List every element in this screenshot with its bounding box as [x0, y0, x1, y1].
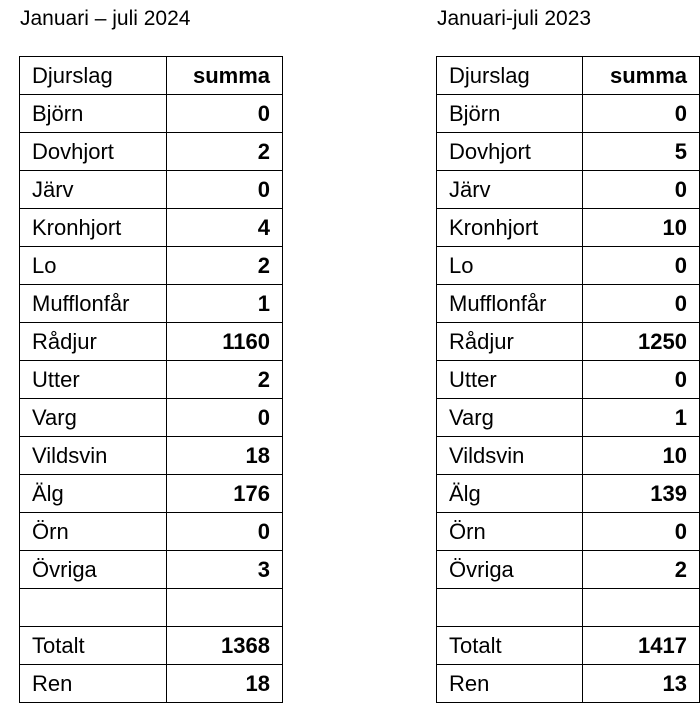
table-row [20, 95, 283, 133]
sum-cell: 18 [167, 437, 283, 475]
table-row [20, 209, 283, 247]
table-row [437, 665, 700, 703]
species-cell: Örn [437, 513, 583, 551]
table-row [437, 399, 700, 437]
table-title-2024: Januari – juli 2024 [20, 7, 191, 30]
species-cell: Vildsvin [437, 437, 583, 475]
sum-cell [583, 589, 700, 627]
species-cell: Utter [437, 361, 583, 399]
species-cell: Kronhjort [437, 209, 583, 247]
sum-cell: 13 [583, 665, 700, 703]
table-row [20, 399, 283, 437]
table-row [437, 171, 700, 209]
species-cell: Mufflonfår [20, 285, 167, 323]
table-header-row [20, 57, 283, 95]
table-row [20, 323, 283, 361]
column-header-sum: summa [167, 57, 283, 95]
table-block-2024 [19, 0, 283, 703]
table-row [437, 361, 700, 399]
species-cell: Vildsvin [20, 437, 167, 475]
species-cell: Ren [437, 665, 583, 703]
species-cell [437, 589, 583, 627]
species-cell: Lo [437, 247, 583, 285]
species-cell: Övriga [437, 551, 583, 589]
species-cell: Totalt [20, 627, 167, 665]
sum-cell: 18 [167, 665, 283, 703]
species-cell: Utter [20, 361, 167, 399]
table-row [437, 513, 700, 551]
sum-cell: 176 [167, 475, 283, 513]
table-row [20, 627, 283, 665]
species-cell: Rådjur [437, 323, 583, 361]
table-block-2023 [436, 0, 700, 703]
table-body-2024 [20, 95, 283, 703]
sum-cell: 2 [167, 133, 283, 171]
species-cell: Rådjur [20, 323, 167, 361]
sum-cell: 0 [167, 513, 283, 551]
table-row [20, 665, 283, 703]
species-cell: Varg [20, 399, 167, 437]
sum-cell: 0 [167, 399, 283, 437]
sum-cell: 3 [167, 551, 283, 589]
table-row [437, 247, 700, 285]
species-cell: Dovhjort [20, 133, 167, 171]
sum-cell: 0 [583, 171, 700, 209]
species-cell: Järv [20, 171, 167, 209]
table-header-row [437, 57, 700, 95]
species-cell: Björn [20, 95, 167, 133]
sum-cell: 0 [583, 361, 700, 399]
table-row [20, 475, 283, 513]
species-cell: Älg [20, 475, 167, 513]
table-row [20, 551, 283, 589]
table-row [437, 475, 700, 513]
species-cell: Älg [437, 475, 583, 513]
sum-cell: 2 [167, 361, 283, 399]
table-row [437, 323, 700, 361]
sum-cell: 0 [583, 247, 700, 285]
table-row [437, 285, 700, 323]
species-cell: Varg [437, 399, 583, 437]
table-row [20, 171, 283, 209]
species-cell: Totalt [437, 627, 583, 665]
species-cell: Mufflonfår [437, 285, 583, 323]
sum-cell: 0 [583, 95, 700, 133]
table-row [20, 361, 283, 399]
sum-cell: 1 [167, 285, 283, 323]
table-row [20, 247, 283, 285]
sum-cell: 1250 [583, 323, 700, 361]
column-header-sum: summa [583, 57, 700, 95]
table-row [437, 551, 700, 589]
sum-cell: 10 [583, 437, 700, 475]
table-row [437, 95, 700, 133]
table-row [437, 437, 700, 475]
table-row [20, 133, 283, 171]
table-row [20, 589, 283, 627]
table-row [437, 209, 700, 247]
species-cell: Ren [20, 665, 167, 703]
sum-cell: 1368 [167, 627, 283, 665]
sum-cell: 0 [583, 513, 700, 551]
table-row [20, 285, 283, 323]
table-title-2023: Januari-juli 2023 [437, 7, 592, 30]
stats-table-2023 [436, 56, 700, 703]
table-body-2023 [437, 95, 700, 703]
column-header-species: Djurslag [20, 57, 167, 95]
sum-cell: 2 [167, 247, 283, 285]
sum-cell: 1160 [167, 323, 283, 361]
sum-cell: 10 [583, 209, 700, 247]
species-cell [20, 589, 167, 627]
table-row [20, 513, 283, 551]
species-cell: Övriga [20, 551, 167, 589]
species-cell: Dovhjort [437, 133, 583, 171]
column-header-species: Djurslag [437, 57, 583, 95]
sum-cell: 139 [583, 475, 700, 513]
species-cell: Björn [437, 95, 583, 133]
sum-cell: 0 [167, 95, 283, 133]
stats-table-2024 [19, 56, 283, 703]
sum-cell [167, 589, 283, 627]
table-row [437, 133, 700, 171]
sum-cell: 1417 [583, 627, 700, 665]
species-cell: Järv [437, 171, 583, 209]
table-row [437, 589, 700, 627]
table-row [20, 437, 283, 475]
species-cell: Kronhjort [20, 209, 167, 247]
table-row [437, 627, 700, 665]
sum-cell: 5 [583, 133, 700, 171]
sum-cell: 0 [167, 171, 283, 209]
sum-cell: 4 [167, 209, 283, 247]
sum-cell: 0 [583, 285, 700, 323]
sum-cell: 2 [583, 551, 700, 589]
species-cell: Lo [20, 247, 167, 285]
sum-cell: 1 [583, 399, 700, 437]
species-cell: Örn [20, 513, 167, 551]
